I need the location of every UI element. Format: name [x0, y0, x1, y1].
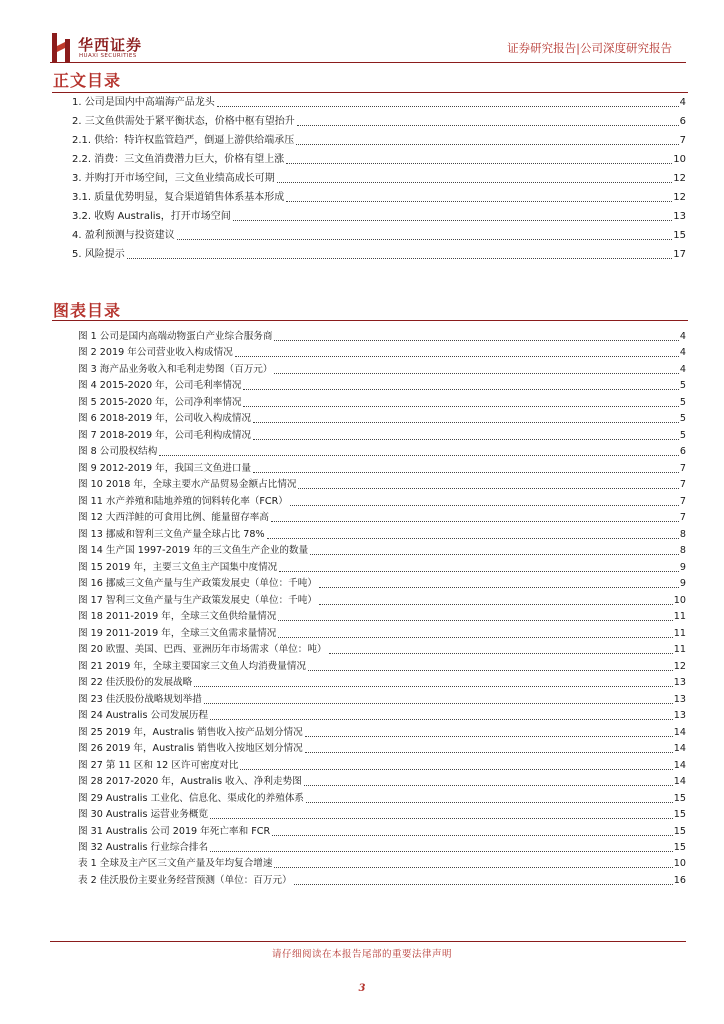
toc-entry[interactable] — [72, 109, 686, 128]
figure-entry-label: 图 10 2018 年，全球主要水产品贸易金额占比情况 — [78, 479, 297, 490]
toc-leader — [304, 785, 673, 786]
toc-leader — [277, 182, 673, 183]
figure-entry-page: 5 — [679, 396, 686, 408]
figures-title: 图表目录 — [53, 301, 122, 320]
figure-entry[interactable] — [78, 755, 686, 772]
figure-entry-label: 图 18 2011-2019 年，全球三文鱼供给量情况 — [78, 611, 277, 622]
figure-entry[interactable] — [78, 722, 686, 739]
figure-entry-page: 13 — [673, 710, 686, 721]
toc-leader — [274, 340, 678, 341]
table-entry-page: 10 — [673, 857, 686, 869]
figure-entry-label: 图 26 2019 年，Australis 销售收入按地区划分情况 — [78, 743, 303, 754]
legal-disclaimer-link: 请仔细阅读在本报告尾部的重要法律声明 — [271, 949, 452, 960]
figure-entry[interactable] — [78, 343, 686, 360]
toc-leader — [253, 439, 679, 440]
figure-entry-page: 7 — [679, 462, 686, 474]
figure-entry-label: 图 5 2015-2020 年，公司净利率情况 — [78, 396, 242, 408]
toc-leader — [253, 472, 679, 473]
toc-leader — [210, 818, 673, 819]
figure-entry-label: 图 3 海产品业务收入和毛利走势图（百万元） — [78, 363, 273, 375]
figure-entry-page: 9 — [679, 561, 686, 573]
figure-entry[interactable] — [78, 623, 686, 640]
toc-leader — [177, 239, 673, 240]
toc-entry[interactable] — [72, 166, 686, 185]
figure-entry[interactable] — [78, 475, 686, 492]
toc-leader — [217, 106, 679, 107]
toc-leader — [308, 670, 673, 671]
toc-leader — [319, 604, 673, 605]
toc-leader — [279, 571, 679, 572]
figure-entry-page: 11 — [673, 644, 686, 655]
figure-entry[interactable] — [78, 689, 686, 706]
figure-entry-page: 14 — [673, 759, 686, 771]
figure-entry-page: 13 — [673, 693, 686, 705]
toc-leader — [329, 653, 673, 654]
toc-entry[interactable] — [72, 147, 686, 166]
toc-leader — [286, 163, 672, 164]
figure-entry[interactable] — [78, 392, 686, 409]
toc-leader — [297, 125, 679, 126]
toc-leader — [210, 719, 673, 720]
toc-entry-page: 12 — [673, 173, 686, 184]
figure-entry[interactable] — [78, 772, 686, 789]
figure-entry-page: 14 — [673, 776, 686, 787]
toc-entry[interactable] — [72, 223, 686, 242]
figure-entry-page: 11 — [673, 627, 686, 639]
toc-entry-page: 4 — [679, 97, 686, 108]
figure-entry-label: 图 17 智利三文鱼产量与生产政策发展史（单位：千吨） — [78, 594, 317, 606]
figure-entry-label: 图 28 2017-2020 年，Australis 收入、净利走势图 — [78, 776, 302, 787]
figure-entry-label: 图 9 2012-2019 年，我国三文鱼进口量 — [78, 462, 252, 474]
figure-entry[interactable] — [78, 739, 686, 756]
toc-leader — [286, 201, 672, 202]
toc-entry-label: 2. 三文鱼供需处于紧平衡状态，价格中枢有望抬升 — [72, 116, 295, 127]
toc-leader — [306, 802, 673, 803]
toc-leader — [272, 835, 673, 836]
toc-entry[interactable] — [72, 204, 686, 223]
figure-entry-page: 15 — [673, 792, 686, 804]
figure-list — [78, 326, 686, 854]
toc-leader — [204, 703, 673, 704]
company-name-cn: 华西证券 — [78, 36, 143, 54]
toc-leader — [274, 373, 678, 374]
figure-entry[interactable] — [78, 425, 686, 442]
toc-entry-page: 6 — [679, 116, 686, 127]
toc-entry-label: 1. 公司是国内中高端海产品龙头 — [72, 97, 215, 108]
figure-entry-label: 图 16 挪威三文鱼产量与生产政策发展史（单位：千吨） — [78, 578, 317, 589]
toc-entry-page: 12 — [673, 192, 686, 203]
figure-entry[interactable] — [78, 788, 686, 805]
figure-entry-label: 图 32 Australis 行业综合排名 — [78, 842, 209, 853]
figure-entry[interactable] — [78, 458, 686, 475]
figure-entry[interactable] — [78, 590, 686, 607]
figure-entry[interactable] — [78, 508, 686, 525]
toc-leader — [240, 769, 672, 770]
figure-entry-label: 图 23 佳沃股份战略规划举措 — [78, 693, 202, 705]
figure-entry-label: 图 24 Australis 公司发展历程 — [78, 710, 209, 721]
toc-leader — [319, 587, 679, 588]
figure-entry-page: 15 — [673, 842, 686, 853]
table-list — [78, 852, 686, 887]
toc-leader — [253, 422, 679, 423]
figure-entry-page: 6 — [679, 446, 686, 457]
report-type: 证券研究报告|公司深度研究报告 — [507, 41, 672, 55]
footer-divider — [50, 941, 686, 942]
toc-title: 正文目录 — [53, 71, 122, 90]
figures-title-divider — [52, 320, 688, 321]
figure-entry[interactable] — [78, 376, 686, 393]
figure-entry-page: 5 — [679, 429, 686, 441]
figure-entry[interactable] — [78, 640, 686, 657]
toc-entry-page: 7 — [679, 135, 686, 146]
toc-entry-page: 15 — [673, 230, 686, 241]
figure-entry-page: 7 — [679, 512, 686, 523]
figure-entry-label: 图 25 2019 年，Australis 销售收入按产品划分情况 — [78, 726, 303, 738]
figure-entry[interactable] — [78, 326, 686, 343]
toc-leader — [127, 258, 673, 259]
toc-leader — [296, 144, 678, 145]
toc-entry[interactable] — [72, 128, 686, 147]
figure-entry-label: 图 31 Australis 公司 2019 年死亡率和 FCR — [78, 825, 271, 837]
toc-entry[interactable] — [72, 90, 686, 109]
figure-entry-page: 7 — [679, 495, 686, 507]
figure-entry-page: 5 — [679, 413, 686, 424]
toc-entry-label: 2.2. 消费：三文鱼消费潜力巨大，价格有望上涨 — [72, 154, 285, 165]
figure-entry-page: 13 — [673, 677, 686, 688]
table-entry-page: 16 — [673, 875, 686, 886]
figure-entry-label: 图 11 水产养殖和陆地养殖的饲料转化率（FCR） — [78, 495, 288, 507]
figure-entry[interactable] — [78, 656, 686, 673]
toc-leader — [294, 884, 673, 885]
toc-leader — [305, 736, 673, 737]
figure-entry-page: 14 — [673, 743, 686, 754]
figure-entry[interactable] — [78, 607, 686, 624]
figure-entry[interactable] — [78, 359, 686, 376]
table-entry[interactable] — [78, 852, 686, 870]
company-name-en: HUAXI SECURITIES — [79, 53, 137, 59]
figure-entry[interactable] — [78, 673, 686, 690]
figure-entry-label: 图 6 2018-2019 年，公司收入构成情况 — [78, 413, 252, 424]
figure-entry-label: 图 14 生产国 1997-2019 年的三文鱼生产企业的数量 — [78, 545, 309, 556]
toc-leader — [235, 356, 679, 357]
toc-leader — [278, 620, 672, 621]
figure-entry-page: 12 — [673, 660, 686, 672]
toc-leader — [310, 554, 679, 555]
toc-leader — [233, 220, 673, 221]
figure-entry-label: 图 2 2019 年公司营业收入构成情况 — [78, 347, 233, 358]
toc-leader — [298, 488, 678, 489]
figure-entry[interactable] — [78, 442, 686, 459]
figure-entry-label: 图 19 2011-2019 年，全球三文鱼需求量情况 — [78, 627, 277, 639]
toc-entry[interactable] — [72, 185, 686, 204]
figure-entry-page: 4 — [679, 330, 686, 342]
figure-entry-page: 5 — [679, 380, 686, 391]
figure-entry-label: 图 8 公司股权结构 — [78, 446, 158, 457]
figure-entry-page: 9 — [679, 578, 686, 589]
figure-entry-label: 图 15 2019 年，主要三文鱼主产国集中度情况 — [78, 561, 278, 573]
figure-entry[interactable] — [78, 491, 686, 508]
figure-entry[interactable] — [78, 706, 686, 723]
figure-entry[interactable] — [78, 409, 686, 426]
toc-leader — [159, 455, 679, 456]
toc-entry-label: 2.1. 供给：特许权监管趋严，倒逼上游供给端承压 — [72, 135, 295, 146]
figure-entry-page: 15 — [673, 825, 686, 837]
figure-entry-label: 图 1 公司是国内高端动物蛋白产业综合服务商 — [78, 330, 273, 342]
figure-entry-label: 图 12 大西洋鲑的可食用比例、能量留存率高 — [78, 512, 269, 523]
figure-entry-page: 7 — [679, 479, 686, 490]
figure-entry-page: 4 — [679, 347, 686, 358]
figure-entry-label: 图 21 2019 年，全球主要国家三文鱼人均消费量情况 — [78, 660, 307, 672]
figure-entry-page: 11 — [673, 611, 686, 622]
table-entry-label: 表 2 佳沃股份主要业务经营预测（单位：百万元） — [78, 875, 292, 886]
figure-entry[interactable] — [78, 557, 686, 574]
figure-entry-page: 15 — [673, 809, 686, 820]
figure-entry-label: 图 27 第 11 区和 12 区许可密度对比 — [78, 759, 239, 771]
figure-entry[interactable] — [78, 541, 686, 558]
figure-entry[interactable] — [78, 821, 686, 838]
table-entry[interactable] — [78, 870, 686, 888]
figure-entry-label: 图 29 Australis 工业化、信息化、渠成化的养殖体系 — [78, 792, 305, 804]
toc-entry-label: 4. 盈利预测与投资建议 — [72, 230, 175, 241]
figure-entry-page: 14 — [673, 726, 686, 738]
toc-leader — [194, 686, 673, 687]
figure-entry[interactable] — [78, 805, 686, 822]
figure-entry-label: 图 7 2018-2019 年，公司毛利构成情况 — [78, 429, 252, 441]
toc-leader — [278, 637, 672, 638]
toc-leader — [243, 389, 678, 390]
table-entry-label: 表 1 全球及主产区三文鱼产量及年均复合增速 — [78, 857, 273, 869]
header-divider — [50, 62, 686, 63]
figure-entry-page: 4 — [679, 363, 686, 375]
toc-leader — [290, 505, 679, 506]
figure-entry-label: 图 13 挪威和智利三文鱼产量全球占比 78% — [78, 528, 265, 540]
figure-entry[interactable] — [78, 574, 686, 591]
figure-entry-label: 图 20 欧盟、美国、巴西、亚洲历年市场需求（单位：吨） — [78, 644, 327, 655]
toc-leader — [274, 867, 672, 868]
page-header — [0, 0, 724, 66]
toc-list — [72, 90, 686, 261]
toc-leader — [271, 521, 679, 522]
figure-entry-page: 8 — [679, 528, 686, 540]
toc-leader — [243, 406, 678, 407]
toc-entry-page: 13 — [673, 211, 686, 222]
figure-entry-label: 图 22 佳沃股份的发展战略 — [78, 677, 193, 688]
toc-entry[interactable] — [72, 242, 686, 261]
figure-entry-label: 图 30 Australis 运营业务概览 — [78, 809, 209, 820]
figure-entry-label: 图 4 2015-2020 年，公司毛利率情况 — [78, 380, 242, 391]
figure-entry-page: 8 — [679, 545, 686, 556]
toc-leader — [267, 538, 679, 539]
toc-entry-page: 17 — [673, 249, 686, 260]
toc-entry-page: 10 — [673, 154, 686, 165]
toc-entry-label: 3.1. 质量优势明显，复合渠道销售体系基本形成 — [72, 192, 285, 203]
huaxi-logo-icon — [52, 33, 72, 63]
toc-entry-label: 3. 并购打开市场空间，三文鱼业绩高成长可期 — [72, 173, 275, 184]
figure-entry-page: 10 — [673, 594, 686, 606]
toc-entry-label: 5. 风险提示 — [72, 249, 125, 260]
page-number: 3 — [358, 983, 366, 994]
toc-entry-label: 3.2. 收购 Australis，打开市场空间 — [72, 211, 231, 222]
toc-leader — [305, 752, 673, 753]
figure-entry[interactable] — [78, 524, 686, 541]
